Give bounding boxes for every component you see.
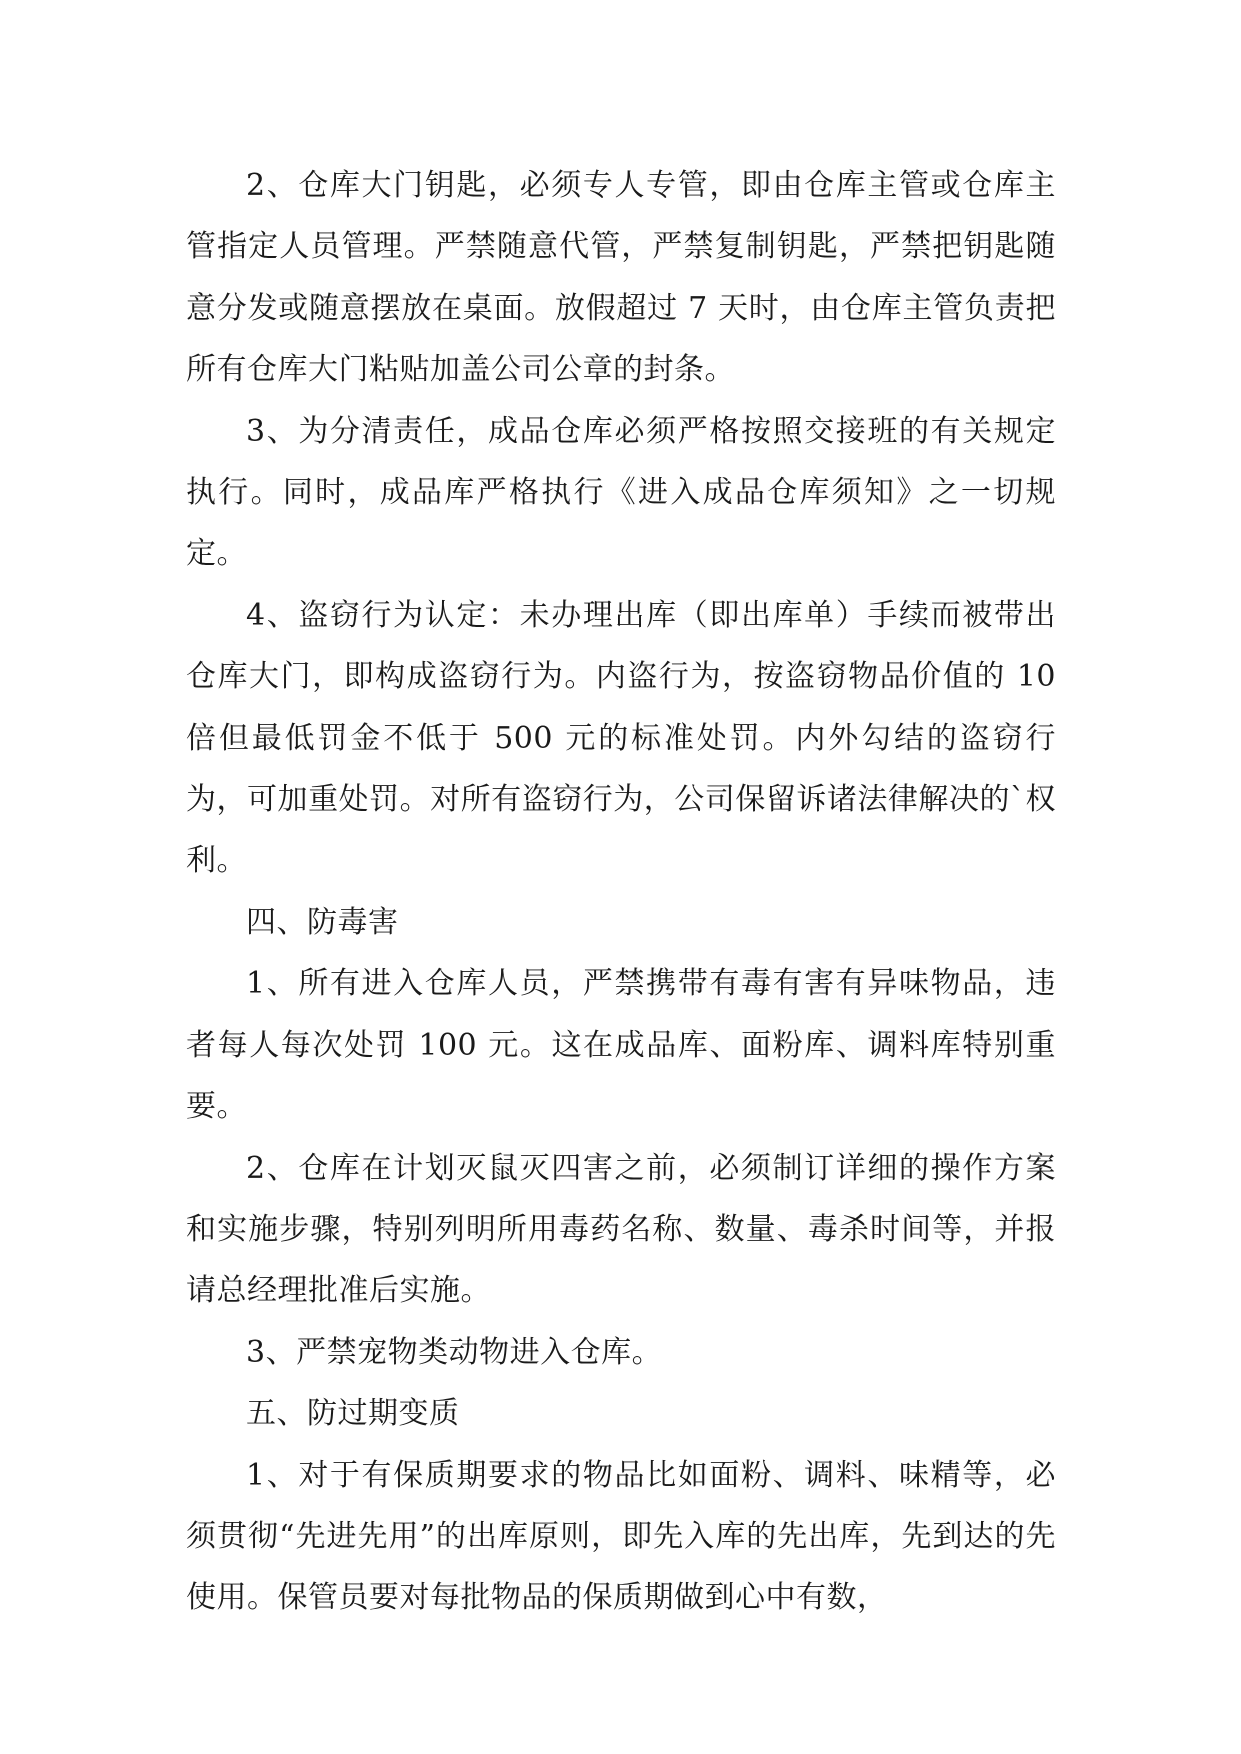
section-heading-poison-prevention: 四、防毒害 [246,904,399,940]
paragraph-fifo: 1、对于有保质期要求的物品比如面粉、调料、味精等，必须贯彻“先进先用”的出库原则，即先入库的先出库，先到达的先使用。保管员要对每批物品的保质期做到心中有数， [186,1457,1056,1616]
paragraph-key-management: 2、仓库大门钥匙，必须专人专管，即由仓库主管或仓库主管指定人员管理。严禁随意代管，严禁复制钥匙，严禁把钥匙随意分发或随意摆放在桌面。放假超过 7 天时，由仓库主管负责把所有仓库大门粘贴加盖公司公章的封条。 [186,168,1056,388]
paragraph-pest-control: 2、仓库在计划灭鼠灭四害之前，必须制订详细的操作方案和实施步骤，特别列明所用毒药名称、数量、毒杀时间等，并报请总经理批准后实施。 [186,1150,1056,1309]
paragraph-toxic-items: 1、所有进入仓库人员，严禁携带有毒有害有异味物品，违者每人每次处罚 100 元。这在成品库、面粉库、调料库特别重要。 [186,966,1056,1125]
paragraph-theft-definition: 4、盗窃行为认定：未办理出库（即出库单）手续而被带出仓库大门，即构成盗窃行为。内盗行为，按盗窃物品价值的 10 倍但最低罚金不低于 500 元的标准处罚。内外勾结的盗窃行为，可加重处罚。对所有盗窃行为，公司保留诉诸法律解决的`权利。 [186,597,1056,879]
paragraph-no-pets: 3、严禁宠物类动物进入仓库。 [246,1334,663,1370]
paragraph-shift-handover: 3、为分清责任，成品仓库必须严格按照交接班的有关规定执行。同时，成品库严格执行《进入成品仓库须知》之一切规定。 [186,413,1056,572]
document-body [186,155,1056,1629]
section-heading-expiry-prevention: 五、防过期变质 [246,1396,460,1432]
